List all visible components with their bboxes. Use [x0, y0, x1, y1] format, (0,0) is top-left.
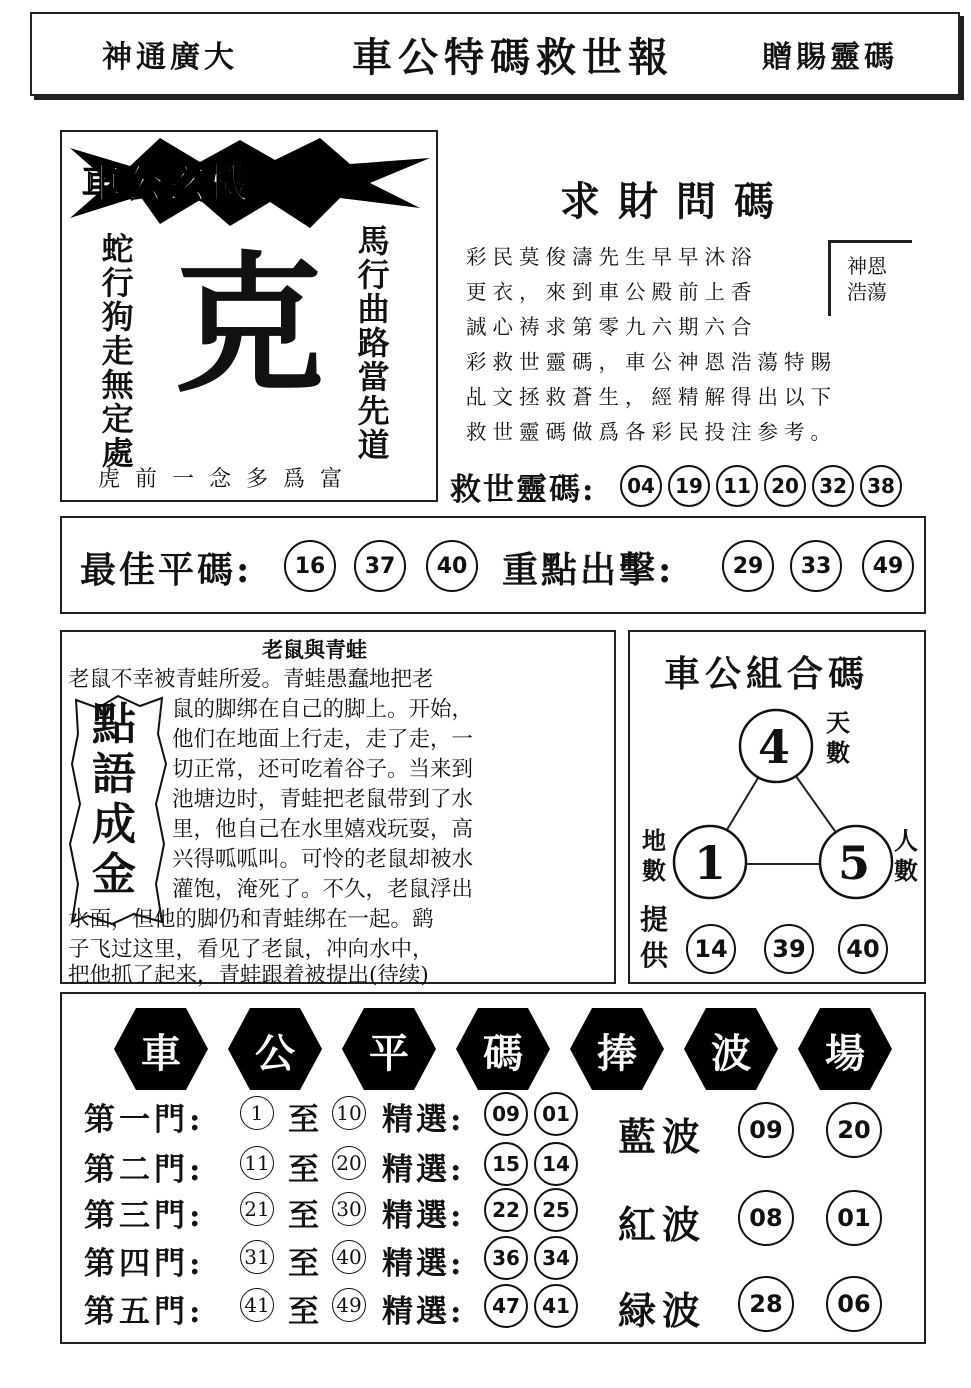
- range-to-word: 至: [288, 1102, 319, 1138]
- qiucai-body: [466, 240, 906, 450]
- lucky-number: 19: [668, 465, 710, 507]
- banner-char: 車: [141, 1030, 181, 1077]
- combo-box: [628, 630, 926, 984]
- ren-label: [894, 826, 918, 886]
- story-line: 他们在地面上行走，走了走，一: [172, 727, 474, 752]
- header-title: 車公特碼救世報: [352, 34, 674, 81]
- range-to-word: 至: [288, 1294, 319, 1330]
- di-label: [642, 826, 666, 886]
- door-pick: 47: [484, 1284, 528, 1328]
- range-from: 21: [240, 1192, 274, 1226]
- lucky-number: 32: [812, 465, 854, 507]
- tian-label-char: 天: [826, 708, 850, 737]
- range-from: 11: [240, 1146, 274, 1180]
- red-wave-number: 01: [826, 1190, 882, 1246]
- provide-label-char: 提: [640, 903, 669, 936]
- stamp-line: 神恩: [847, 254, 887, 278]
- provide-label-char: 供: [640, 939, 669, 972]
- banner-char: 波: [711, 1030, 751, 1077]
- combo-number: 40: [838, 924, 888, 974]
- jiushi-numbers: [620, 465, 902, 507]
- lucky-number: 04: [620, 465, 662, 507]
- jingxuan-label: 精選:: [382, 1102, 465, 1138]
- qiucai-line: 誠心祷求第零九六期六合: [466, 315, 758, 339]
- story-line: 里，他自己在水里嬉戏玩耍，高: [172, 817, 474, 842]
- lucky-number: 38: [860, 465, 902, 507]
- stamp-char: 語: [92, 749, 136, 800]
- green-wave-number: 28: [738, 1276, 794, 1332]
- best-flat-number: 37: [354, 540, 406, 592]
- range-from: 41: [240, 1288, 274, 1322]
- best-flat-number: 16: [284, 540, 336, 592]
- banner-char: 平: [369, 1030, 409, 1077]
- qiucai-line: 更衣，來到車公殿前上香: [466, 280, 758, 304]
- range-from: 31: [240, 1240, 274, 1274]
- best-flat-number: 40: [426, 540, 478, 592]
- xuanji-title: 車公玄機: [82, 160, 250, 207]
- qiucai-line: 彩民莫俊濤先生早早沐浴: [466, 245, 758, 269]
- door-label: 第二門:: [84, 1152, 205, 1188]
- stamp-line: 浩蕩: [847, 280, 887, 304]
- ren-label-char: 數: [894, 856, 918, 885]
- story-line: 鼠的脚绑在自己的脚上。开始，: [172, 697, 474, 722]
- header-right-text: 贈賜靈碼: [762, 40, 898, 75]
- range-to: 30: [332, 1192, 366, 1226]
- jiushi-label: 救世靈碼:: [450, 472, 596, 508]
- tian-label-char: 數: [826, 738, 850, 767]
- story-box: [60, 630, 616, 988]
- red-wave-number: 08: [738, 1190, 794, 1246]
- story-line: 子飞过这里，看见了老鼠，冲向水中，: [68, 937, 434, 962]
- range-to: 10: [332, 1096, 366, 1130]
- jingxuan-label: 精選:: [382, 1198, 465, 1234]
- green-wave-number: 06: [826, 1276, 882, 1332]
- door-label: 第五門:: [84, 1294, 205, 1330]
- door-pick: 34: [534, 1236, 578, 1280]
- blue-wave-label: 藍波: [618, 1114, 707, 1159]
- ren-label-char: 人: [894, 826, 918, 855]
- story-title: 老鼠與青蛙: [262, 638, 367, 662]
- story-line: 水面，但他的脚仍和青蛙绑在一起。鹞: [68, 907, 434, 932]
- key-strike-number: 49: [862, 540, 914, 592]
- qiucai-line: 救世靈碼做爲各彩民投注参考。: [466, 420, 837, 444]
- story-line: 灌饱，淹死了。不久，老鼠浮出: [172, 877, 474, 902]
- jingxuan-label: 精選:: [382, 1294, 465, 1330]
- combo-number: 39: [764, 924, 814, 974]
- xuanji-footer: 虎前一念多爲富: [98, 467, 358, 492]
- ren-number: 5: [838, 836, 871, 890]
- door-label: 第一門:: [84, 1102, 205, 1138]
- qiucai-line: 彩救世靈碼，車公神恩浩蕩特賜: [466, 350, 837, 374]
- blue-wave-number: 09: [738, 1102, 794, 1158]
- range-to-word: 至: [288, 1152, 319, 1188]
- green-wave-label: 緑波: [618, 1288, 707, 1333]
- jingxuan-label: 精選:: [382, 1246, 465, 1282]
- key-strike-number: 29: [722, 540, 774, 592]
- key-strike-label: 重點出擊:: [502, 549, 675, 591]
- lucky-number: 11: [716, 465, 758, 507]
- story-line: 把他抓了起来，青蛙跟着被提出(待续): [68, 963, 429, 988]
- story-line: 兴得呱呱叫。可怜的老鼠却被水: [172, 847, 474, 872]
- banner-char: 捧: [597, 1030, 637, 1077]
- door-label: 第四門:: [84, 1246, 205, 1282]
- di-label-char: 數: [642, 856, 666, 885]
- door-pick: 14: [534, 1142, 578, 1186]
- door-pick: 22: [484, 1188, 528, 1232]
- key-strike-number: 33: [790, 540, 842, 592]
- red-wave-label: 紅波: [618, 1202, 707, 1247]
- lucky-number: 20: [764, 465, 806, 507]
- tian-label: [826, 708, 850, 768]
- door-pick: 15: [484, 1142, 528, 1186]
- qiucai-title: 求財問碼: [560, 178, 792, 225]
- range-to: 49: [332, 1288, 366, 1322]
- story-line: 切正常，还可吃着谷子。当来到: [172, 757, 474, 782]
- range-to: 20: [332, 1146, 366, 1180]
- blue-wave-number: 20: [826, 1102, 882, 1158]
- door-pick: 25: [534, 1188, 578, 1232]
- combo-title: 車公組合碼: [664, 653, 870, 695]
- door-pick: 41: [534, 1284, 578, 1328]
- xuanji-left-verse: 蛇行狗走無定處: [96, 232, 135, 470]
- best-flat-label: 最佳平碼:: [80, 549, 253, 591]
- provide-label: [640, 902, 668, 974]
- door-pick: 01: [534, 1092, 578, 1136]
- stamp-char: 金: [92, 849, 136, 900]
- xuanji-big-char: 克: [174, 237, 325, 413]
- header-banner: [30, 12, 960, 96]
- range-to-word: 至: [288, 1198, 319, 1234]
- stamp-text: [92, 700, 136, 900]
- range-to: 40: [332, 1240, 366, 1274]
- range-to-word: 至: [288, 1246, 319, 1282]
- door-pick: 36: [484, 1236, 528, 1280]
- door-pick: 09: [484, 1092, 528, 1136]
- story-line: 老鼠不幸被青蛙所爱。青蛙愚蠢地把老: [68, 667, 434, 692]
- door-label: 第三門:: [84, 1198, 205, 1234]
- stamp-char: 點: [92, 699, 136, 750]
- combo-number: 14: [686, 924, 736, 974]
- story-line: 池塘边时，青蛙把老鼠带到了水: [172, 787, 474, 812]
- jingxuan-label: 精選:: [382, 1152, 465, 1188]
- di-number: 1: [694, 836, 727, 890]
- tian-number: 4: [758, 720, 791, 774]
- banner-char: 碼: [483, 1030, 523, 1077]
- header-left-text: 神通廣大: [102, 40, 238, 75]
- banner-char: 公: [255, 1030, 295, 1077]
- best-numbers-box: [60, 516, 926, 614]
- xuanji-box: [60, 130, 438, 502]
- di-label-char: 地: [642, 826, 666, 855]
- banner-char: 場: [825, 1030, 865, 1077]
- qiucai-line: 乩文拯救蒼生，經精解得出以下: [466, 385, 837, 409]
- xuanji-right-verse: 馬行曲路當先道: [352, 224, 391, 462]
- stamp-char: 成: [92, 799, 136, 850]
- range-from: 1: [240, 1096, 274, 1130]
